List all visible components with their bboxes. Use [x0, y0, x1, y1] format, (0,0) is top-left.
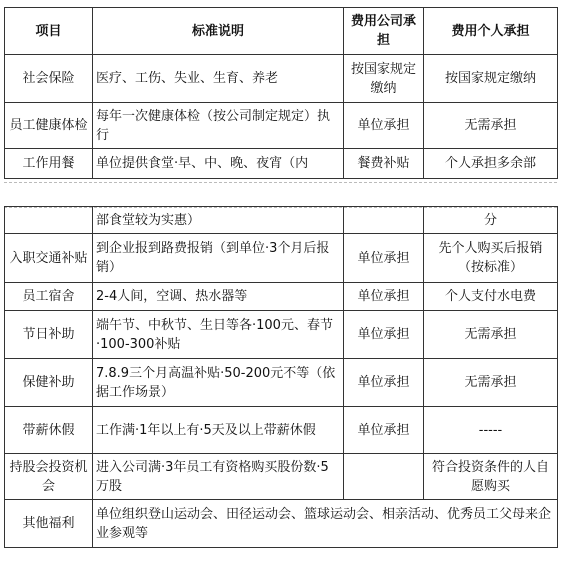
row-desc: 工作满·1年以上有·5天及以上带薪休假	[93, 407, 344, 454]
row-item: 节日补助	[5, 311, 93, 359]
row-item: 保健补助	[5, 359, 93, 407]
continuation-desc: 部食堂较为实惠）	[93, 207, 344, 234]
table-row	[5, 311, 558, 359]
row-desc: 2-4人间，空调、热水器等	[93, 283, 344, 311]
row-company	[344, 454, 424, 500]
table-row	[5, 283, 558, 311]
row-personal: 符合投资条件的人自愿购买	[424, 454, 558, 500]
benefits-table-top	[4, 7, 558, 179]
row-desc: 单位提供食堂·早、中、晚、夜宵（内	[93, 149, 344, 179]
header-item: 项目	[5, 8, 93, 55]
row-personal: 个人承担多余部	[424, 149, 558, 179]
row-personal: 个人支付水电费	[424, 283, 558, 311]
row-personal: 无需承担	[424, 359, 558, 407]
continuation-item	[5, 207, 93, 234]
row-item: 员工健康体检	[5, 103, 93, 149]
continuation-row	[5, 207, 558, 234]
row-desc: 每年一次健康体检（按公司制定规定）执行	[93, 103, 344, 149]
row-personal: 无需承担	[424, 103, 558, 149]
row-personal: 按国家规定缴纳	[424, 55, 558, 103]
row-company: 单位承担	[344, 103, 424, 149]
row-item: 其他福利	[5, 500, 93, 548]
row-personal: 无需承担	[424, 311, 558, 359]
continuation-personal: 分	[424, 207, 558, 234]
row-item: 入职交通补贴	[5, 234, 93, 283]
table-row	[5, 500, 558, 548]
row-personal: -----	[424, 407, 558, 454]
row-item: 工作用餐	[5, 149, 93, 179]
table-row	[5, 149, 558, 179]
benefits-table-bottom	[4, 206, 558, 548]
row-item: 持股会投资机会	[5, 454, 93, 500]
page-break	[4, 182, 557, 208]
table-row	[5, 407, 558, 454]
table-row	[5, 454, 558, 500]
row-desc: 端午节、中秋节、生日等各·100元、春节·100-300补贴	[93, 311, 344, 359]
row-desc: 单位组织登山运动会、田径运动会、篮球运动会、相亲活动、优秀员工父母来企业参观等	[93, 500, 558, 548]
row-company: 按国家规定缴纳	[344, 55, 424, 103]
header-company: 费用公司承担	[344, 8, 424, 55]
row-desc: 到企业报到路费报销（到单位·3个月后报销）	[93, 234, 344, 283]
row-company: 单位承担	[344, 407, 424, 454]
header-personal: 费用个人承担	[424, 8, 558, 55]
header-desc: 标准说明	[93, 8, 344, 55]
row-company: 餐费补贴	[344, 149, 424, 179]
row-company: 单位承担	[344, 311, 424, 359]
row-company: 单位承担	[344, 359, 424, 407]
table-row	[5, 234, 558, 283]
row-desc: 进入公司满·3年员工有资格购买股份数·5万股	[93, 454, 344, 500]
row-item: 社会保险	[5, 55, 93, 103]
row-item: 员工宿舍	[5, 283, 93, 311]
table-row	[5, 103, 558, 149]
row-personal: 先个人购买后报销（按标准）	[424, 234, 558, 283]
table-row	[5, 55, 558, 103]
row-company: 单位承担	[344, 234, 424, 283]
table-row	[5, 359, 558, 407]
row-company: 单位承担	[344, 283, 424, 311]
row-item: 带薪休假	[5, 407, 93, 454]
header-row	[5, 8, 558, 55]
continuation-company	[344, 207, 424, 234]
row-desc: 7.8.9三个月高温补贴·50-200元不等（依据工作场景）	[93, 359, 344, 407]
row-desc: 医疗、工伤、失业、生育、养老	[93, 55, 344, 103]
